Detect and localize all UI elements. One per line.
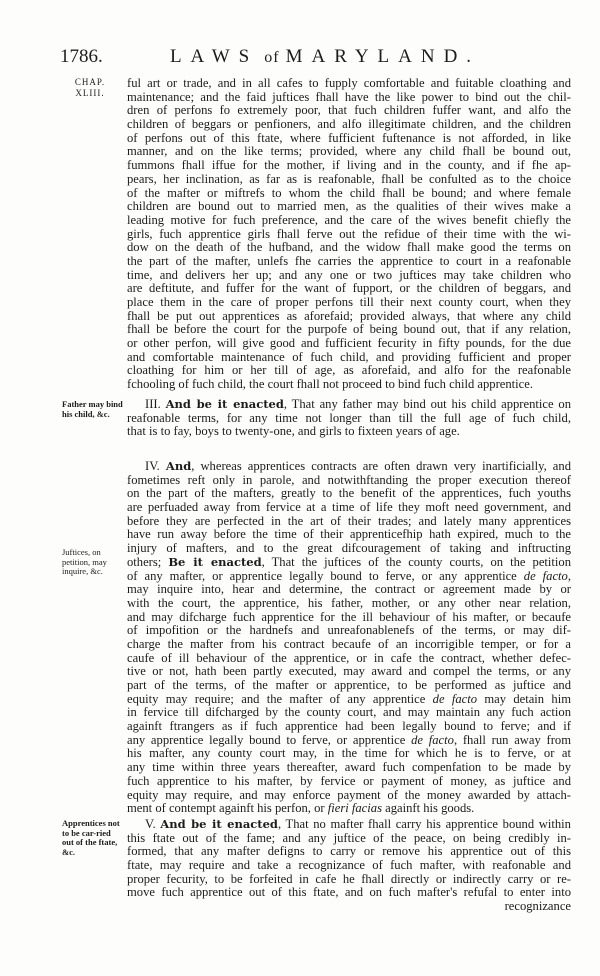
text-line xyxy=(127,515,571,529)
text-segment: part of the terms, of the mafter or apprentice, to be performed as juftice and xyxy=(127,678,571,692)
text-line xyxy=(127,296,571,310)
text-segment: may inquire into, hear and determine, the contract or agreement made by or xyxy=(127,582,571,597)
text-segment: this ftate out of the fame; and any juftice of the peace, on being credibly in- xyxy=(127,830,571,845)
text-segment: IV. xyxy=(145,459,166,473)
text-segment: his mafter, any county court may, in the time for which he is to ferve, or at xyxy=(127,746,571,761)
text-line xyxy=(127,789,571,803)
enacting-clause: Be it enacted xyxy=(168,554,262,569)
enacting-clause: And xyxy=(165,459,192,473)
text-segment: and may difcharge fuch apprentice for the ill behaviour of his mafter, or becaufe xyxy=(127,609,571,624)
text-line xyxy=(127,255,571,269)
chapter-number: XLIII. xyxy=(75,88,105,98)
text-segment: caufe of ill behaviour of the apprentice, or in cafe the contract, whether defec- xyxy=(127,650,571,665)
text-segment: againft ftrangers as if fuch apprentice had been legally bound to ferve; and if xyxy=(127,719,571,734)
text-line xyxy=(127,323,571,337)
text-line xyxy=(127,228,571,242)
text-line xyxy=(127,638,571,652)
text-segment: , That the juftices of the county courts, on the petition xyxy=(261,554,571,569)
margin-note-father: Father may bind his child, &c. xyxy=(62,399,123,419)
text-line xyxy=(127,693,571,707)
text-segment: againft his goods. xyxy=(381,801,475,816)
text-segment: and comfortable maintenance of fuch child, and providing fufficient and proper xyxy=(127,349,571,364)
section-iv xyxy=(127,460,571,816)
text-line xyxy=(127,583,571,597)
text-segment: , xyxy=(567,568,572,583)
section-iii xyxy=(127,398,571,439)
text-line xyxy=(127,570,571,584)
section-ii-continuation xyxy=(127,77,571,392)
text-line xyxy=(127,425,571,439)
title-laws: LAWS xyxy=(169,46,259,67)
text-line xyxy=(127,734,571,748)
chapter-label xyxy=(60,77,120,99)
text-segment: with the court, the apprentice, his father, mother, or any other near relation, xyxy=(127,595,571,610)
text-segment: are deftitute, and fuffer for the want of fupport, or the children of beggars, and xyxy=(127,281,571,296)
text-line xyxy=(127,159,571,173)
text-segment: of any mafter, or apprentice legally bound to ferve, or any apprentice xyxy=(127,568,524,583)
text-segment: children are bound out to married men, as the qualities of their wives make a xyxy=(127,199,571,214)
text-line xyxy=(127,720,571,734)
text-segment: cloathing for him or her till of age, as aforefaid, and alfo for the reafonable xyxy=(127,363,571,378)
text-segment: on the part of the mafters, greatly to the benefit of the apprentices, fuch youths xyxy=(127,486,571,501)
text-line xyxy=(127,832,571,846)
text-segment: fchooling of fuch child, the court fhall not proceed to bind fuch child apprentice. xyxy=(127,377,534,392)
latin-term: fieri facias xyxy=(327,801,382,816)
text-line xyxy=(127,900,571,914)
text-segment: any apprentice legally bound to ferve, or apprentice xyxy=(127,732,412,747)
text-segment: others; xyxy=(127,554,169,569)
text-segment: charge the mafter from his contract becaufe of an incorrigible temper, or for a xyxy=(127,636,571,651)
text-segment: have run away before the time of their apprenticefhip hath expired, much to the xyxy=(127,527,571,542)
text-segment: children of beggars or penfioners, and alfo illegitimate children, and the children xyxy=(127,117,571,132)
text-line xyxy=(127,501,571,515)
text-segment: maintenance; and the faid juftices fhall have the like power to bind out the chil- xyxy=(127,89,571,104)
text-line xyxy=(127,542,571,556)
text-line xyxy=(127,747,571,761)
latin-term: de facto xyxy=(523,568,568,583)
text-segment: fometimes reft only in parole, and notwithftanding the proper execution thereof xyxy=(127,472,571,487)
text-segment: formed, that any mafter defigns to carry or remove his apprentice out of this xyxy=(127,844,571,859)
enacting-clause: And be it enacted xyxy=(165,397,284,411)
text-segment: are perfuaded away from fervice at a time of life they moft need government, and xyxy=(127,500,571,515)
text-line xyxy=(127,597,571,611)
text-segment: injury of mafters, and to the great difcouragement of taking and inftructing xyxy=(127,541,571,556)
text-segment: fhall be before the court for the purpofe of being bound out, that if any relation, xyxy=(127,322,571,337)
text-segment: ful art or trade, and in all cafes to fupply comfortable and fuitable cloathing and xyxy=(127,76,571,90)
text-line xyxy=(127,364,571,378)
text-line xyxy=(127,187,571,201)
title-maryland: MARYLAND. xyxy=(285,46,481,67)
text-line xyxy=(127,282,571,296)
enacting-clause: And be it enacted xyxy=(160,817,278,831)
text-line xyxy=(127,474,571,488)
text-segment: girls, fuch apprentice girls fhall ferve out the refidue of their time with the wi- xyxy=(127,226,571,241)
text-line xyxy=(127,624,571,638)
text-segment: before they are perfected in the art of their trades; and lately many apprentices xyxy=(127,513,571,528)
text-line xyxy=(127,679,571,693)
text-line xyxy=(127,200,571,214)
text-segment: the part of the mafter, unlefs fhe carries the apprentice to court in a reafonable xyxy=(127,253,571,268)
text-segment: place them in the care of proper perfons till their next county court, when they xyxy=(127,295,571,309)
text-line xyxy=(127,886,571,900)
text-line xyxy=(127,241,571,255)
text-line xyxy=(127,859,571,873)
latin-term: de facto xyxy=(432,691,478,706)
text-segment: that is to fay, boys to twenty-one, and girls to fixteen years of age. xyxy=(127,424,460,439)
text-segment: dren of perfons fo extremely poor, that fuch children fuffer want, and alfo the xyxy=(127,103,571,118)
text-line xyxy=(127,761,571,775)
text-segment: of impofition or the hardnefs and unreafonablenefs of the terms, or may dif- xyxy=(127,623,571,638)
text-segment: fummons fhall iffue for the mother, if living and in the county, and if fhe ap- xyxy=(127,158,571,173)
text-segment: , fhall run away from xyxy=(453,732,571,747)
text-line xyxy=(127,378,571,392)
text-segment: tive or not, hath been partly executed, may award and compel the terms, or any xyxy=(127,664,571,679)
text-segment: , That no mafter fhall carry his apprentice bound within xyxy=(277,817,571,831)
text-segment: time, and delivers her up; and any one or two juftices may take children who xyxy=(127,267,571,282)
text-segment: , That any father may bind out his child apprentice on xyxy=(283,397,571,411)
text-line xyxy=(127,412,571,426)
text-segment: may detain him xyxy=(477,691,572,706)
text-line xyxy=(127,845,571,859)
text-segment: dow on the death of the hufband, and the widow fhall make good the terms on xyxy=(127,240,571,255)
text-line xyxy=(127,460,571,474)
text-line xyxy=(127,310,571,324)
text-line xyxy=(127,173,571,187)
page-year: 1786. xyxy=(60,46,103,67)
text-segment: fhall be put out apprentices as aforefaid; provided always, that where any child xyxy=(127,308,571,323)
text-segment: ment of contempt againft his perfon, or xyxy=(127,801,328,816)
text-segment: of perfons out of this ftate, where fufficient fuftenance is not afforded, in like xyxy=(127,130,571,145)
text-segment: fuch apprentice to his mafter, by fervice or payment of money, as juftice and xyxy=(127,773,571,788)
text-segment: move fuch apprentice out of this ftate, and on fuch mafter's refufal to enter into xyxy=(127,885,571,900)
section-v xyxy=(127,818,571,914)
text-segment: equity may require, and may enforce payment of the money awarded by attach- xyxy=(127,787,571,802)
text-segment: or other perfon, will give good and fufficient fecurity in fifty pounds, for the due xyxy=(127,336,571,351)
text-segment: recognizance xyxy=(504,899,571,914)
text-line xyxy=(127,528,571,542)
text-segment: any time within three years thereafter, award fuch compenfation to be made by xyxy=(127,760,571,775)
text-line xyxy=(127,818,571,832)
text-line xyxy=(127,77,571,91)
text-line xyxy=(127,802,571,816)
text-line xyxy=(127,611,571,625)
text-line xyxy=(127,873,571,887)
text-line xyxy=(127,269,571,283)
text-line xyxy=(127,118,571,132)
text-segment: proper fecurity, to be forfeited in cafe he fhall directly or indirectly carry or re- xyxy=(127,871,571,886)
text-segment: III. xyxy=(145,397,166,411)
text-segment: manner, and on the like terms; provided, where any child fhall be bound out, xyxy=(127,144,571,159)
text-line xyxy=(127,487,571,501)
text-line xyxy=(127,91,571,105)
margin-note-apprentices: Apprentices not to be car-ried out of the ftate, &c. xyxy=(62,818,120,857)
text-segment: , whereas apprentices contracts are often drawn very inartificially, and xyxy=(191,459,571,473)
margin-note-justices: Juftices, on petition, may inquire, &c. xyxy=(62,547,107,576)
text-segment: pears, her inclination, as far as is reafonable, fhall be confulted as to the choice xyxy=(127,171,571,186)
text-line xyxy=(127,775,571,789)
text-segment: reafonable terms, for any time not longer than till the full age of fuch child, xyxy=(127,410,571,425)
text-line xyxy=(127,104,571,118)
text-segment: leading motive for fuch preference, and the care of the wives benefit chiefly the xyxy=(127,212,571,227)
text-line xyxy=(127,706,571,720)
text-line xyxy=(127,398,571,412)
text-segment: ftate, may require and take a recognizance of fuch mafter, with reafonable and xyxy=(127,858,571,873)
text-segment: of the mafter or miftrefs to whom the child fhall be bound; and where female xyxy=(127,185,571,200)
text-line xyxy=(127,652,571,666)
text-line xyxy=(127,145,571,159)
text-line xyxy=(127,337,571,351)
running-title xyxy=(140,46,510,68)
text-line xyxy=(127,132,571,146)
text-line xyxy=(127,214,571,228)
text-segment: in fervice till difcharged by the county court, and may maintain any fuch action xyxy=(127,705,571,720)
text-segment: V. xyxy=(145,817,161,831)
latin-term: de facto xyxy=(411,732,454,747)
text-line xyxy=(127,351,571,365)
title-of: of xyxy=(264,49,280,66)
chapter-word: CHAP. xyxy=(74,77,106,87)
text-segment: equity may require; and the mafter of any apprentice xyxy=(127,691,433,706)
text-line xyxy=(127,665,571,679)
text-line xyxy=(127,556,571,570)
